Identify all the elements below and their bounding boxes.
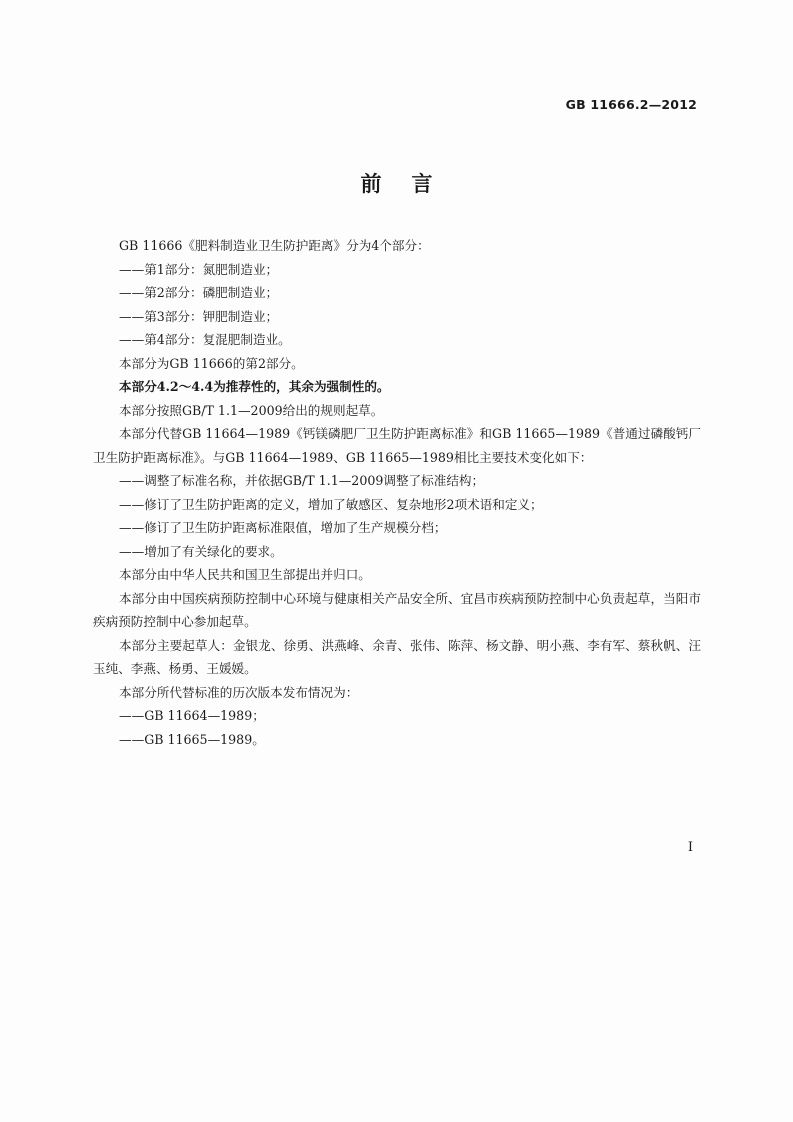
paragraph: GB 11666《肥料制造业卫生防护距离》分为4个部分： xyxy=(119,238,430,253)
list-item: ——GB 11664—1989； xyxy=(119,708,265,723)
paragraph: 本部分代替GB 11664—1989《钙镁磷肥厂卫生防护距离标准》和GB 11665—1989《普通过磷酸钙厂卫生防护距离标准》。与GB 11664—1989、GB 11665—1989相比主要技术变化如下： xyxy=(93,426,701,465)
page-title: 前言 xyxy=(360,172,463,196)
paragraph: 本部分为GB 11666的第2部分。 xyxy=(119,355,304,371)
list-item: ——第4部分：复混肥制造业。 xyxy=(119,332,291,347)
foreword-body xyxy=(93,234,701,751)
page-number: I xyxy=(687,840,693,855)
list-item: ——GB 11665—1989。 xyxy=(119,731,265,747)
paragraph: 本部分按照GB/T 1.1—2009给出的规则起草。 xyxy=(119,402,384,418)
list-item: ——第3部分：钾肥制造业； xyxy=(119,308,279,324)
list-item: ——第1部分：氮肥制造业； xyxy=(119,261,279,277)
paragraph: 本部分所代替标准的历次版本发布情况为： xyxy=(119,684,359,700)
list-item: ——修订了卫生防护距离标准限值，增加了生产规模分档； xyxy=(119,520,447,535)
paragraph-bold: 本部分4.2～4.4为推荐性的，其余为强制性的。 xyxy=(119,379,390,394)
list-item: ——第2部分：磷肥制造业； xyxy=(119,285,279,300)
list-item: ——修订了卫生防护距离的定义，增加了敏感区、复杂地形2项术语和定义； xyxy=(119,496,543,512)
list-item: ——调整了标准名称，并依据GB/T 1.1—2009调整了标准结构； xyxy=(119,473,485,488)
paragraph: 本部分主要起草人：金银龙、徐勇、洪燕峰、余青、张伟、陈萍、杨文静、明小燕、李有军、蔡秋帆、汪玉纯、李燕、杨勇、王媛媛。 xyxy=(93,637,701,676)
standard-number: GB 11666.2—2012 xyxy=(565,97,697,112)
list-item: ——增加了有关绿化的要求。 xyxy=(119,543,283,559)
paragraph: 本部分由中华人民共和国卫生部提出并归口。 xyxy=(119,567,371,582)
paragraph: 本部分由中国疾病预防控制中心环境与健康相关产品安全所、宜昌市疾病预防控制中心负责起草，当阳市疾病预防控制中心参加起草。 xyxy=(93,590,701,629)
